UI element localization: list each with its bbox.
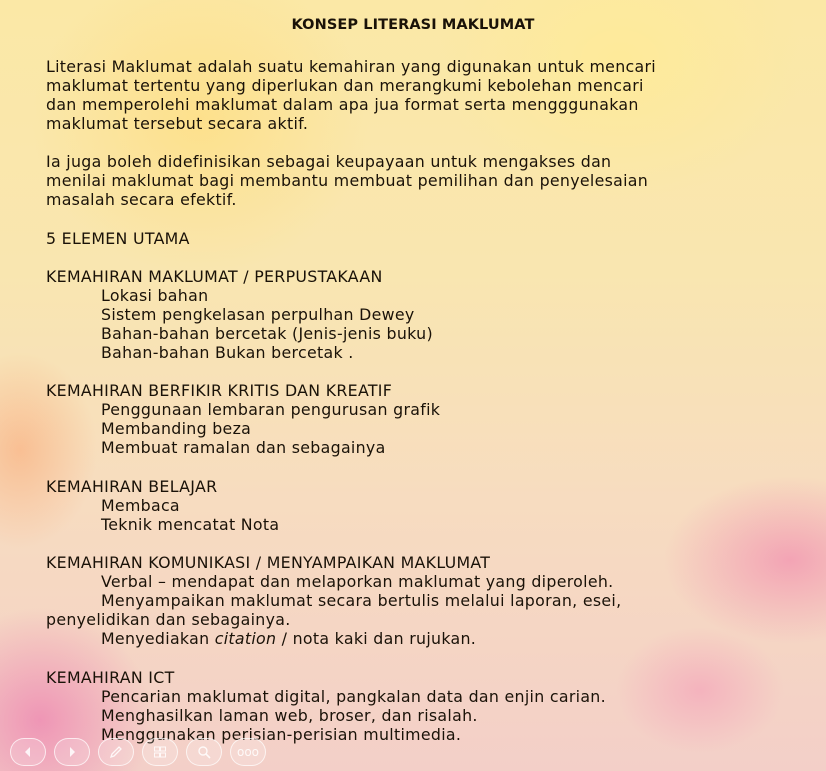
next-button[interactable] [54, 738, 90, 766]
list-item: Menyampaikan maklumat secara bertulis melalui laporan, esei, [101, 591, 622, 610]
next-icon [64, 744, 80, 760]
list-item: Menghasilkan laman web, broser, dan risalah. [101, 706, 478, 725]
list-item-text: / nota kaki dan rujukan. [276, 629, 477, 648]
paragraph-line: Literasi Maklumat adalah suatu kemahiran yang digunakan untuk mencari [46, 57, 656, 76]
list-item: Bahan-bahan Bukan bercetak . [101, 343, 354, 362]
section-heading: KEMAHIRAN ICT [46, 668, 175, 687]
paragraph-line: maklumat tersebut secara aktif. [46, 114, 309, 133]
list-item [101, 629, 476, 648]
list-item: Sistem pengkelasan perpulhan Dewey [101, 305, 415, 324]
list-item: Bahan-bahan bercetak (Jenis-jenis buku) [101, 324, 433, 343]
paragraph-line: maklumat tertentu yang diperlukan dan merangkumi kebolehan mencari [46, 76, 644, 95]
section-heading: KEMAHIRAN BELAJAR [46, 477, 218, 496]
previous-button[interactable] [10, 738, 46, 766]
slides-icon [152, 744, 168, 760]
slideshow-toolbar [10, 737, 266, 767]
list-item: Teknik mencatat Nota [101, 515, 280, 534]
paragraph-line: dan memperolehi maklumat dalam apa jua format serta mengggunakan [46, 95, 639, 114]
pen-button[interactable] [98, 738, 134, 766]
zoom-icon [196, 744, 212, 760]
slides-button[interactable] [142, 738, 178, 766]
citation-text: citation [214, 629, 277, 648]
more-button[interactable] [230, 738, 266, 766]
list-item: Pencarian maklumat digital, pangkalan data dan enjin carian. [101, 687, 606, 706]
zoom-button[interactable] [186, 738, 222, 766]
section-heading: KEMAHIRAN MAKLUMAT / PERPUSTAKAAN [46, 267, 383, 286]
slide-title: KONSEP LITERASI MAKLUMAT [291, 17, 535, 33]
list-item: Membanding beza [101, 419, 252, 438]
list-item: Lokasi bahan [101, 286, 209, 305]
list-item: Verbal – mendapat dan melaporkan maklumat yang diperoleh. [101, 572, 614, 591]
list-item: Membuat ramalan dan sebagainya [101, 438, 386, 457]
section-heading: KEMAHIRAN KOMUNIKASI / MENYAMPAIKAN MAKLUMAT [46, 553, 491, 572]
elements-heading: 5 ELEMEN UTAMA [46, 229, 190, 248]
list-item: Menggunakan perisian-perisian multimedia. [101, 725, 462, 744]
list-item: Membaca [101, 496, 180, 515]
paragraph-line: Ia juga boleh didefinisikan sebagai keupayaan untuk mengakses dan [46, 152, 612, 171]
section-heading: KEMAHIRAN BERFIKIR KRITIS DAN KREATIF [46, 381, 393, 400]
paragraph-line: menilai maklumat bagi membantu membuat pemilihan dan penyelesaian [46, 171, 649, 190]
pen-icon [108, 744, 124, 760]
more-icon: ooo [236, 745, 260, 759]
previous-icon [20, 744, 36, 760]
paragraph-line: masalah secara efektif. [46, 190, 237, 209]
list-item: Penggunaan lembaran pengurusan grafik [101, 400, 441, 419]
list-item-text: Menyediakan [101, 629, 215, 648]
list-item-continuation: penyelidikan dan sebagainya. [46, 610, 291, 629]
